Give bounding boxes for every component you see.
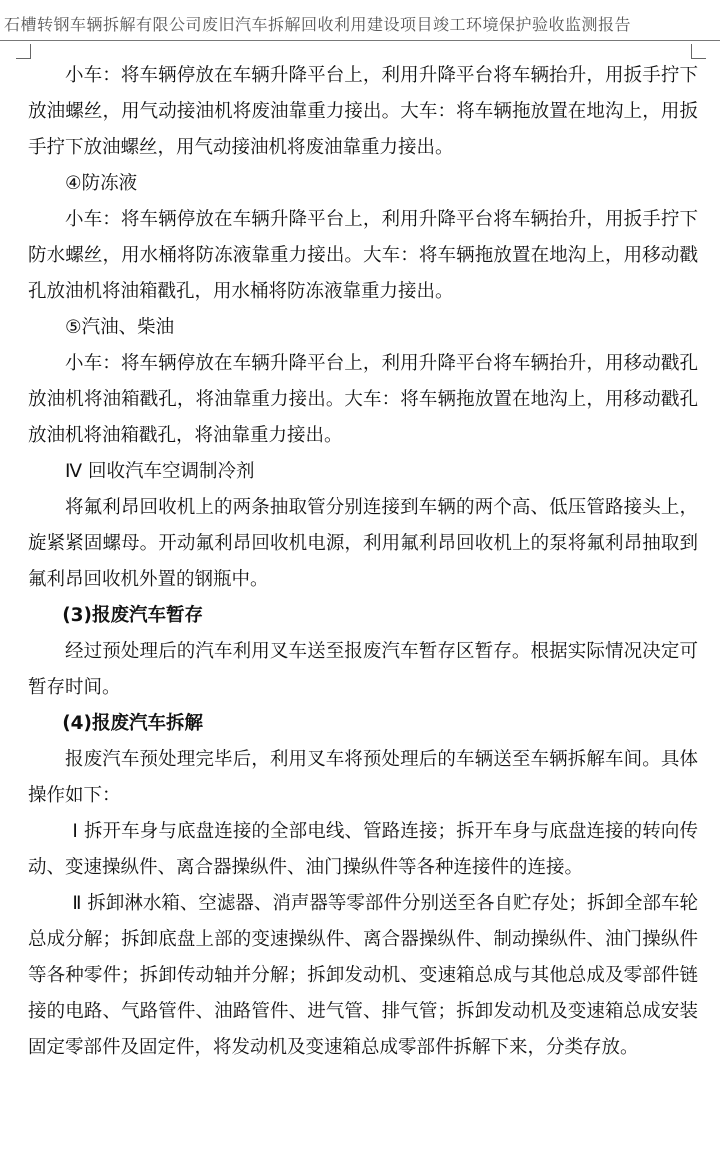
paragraph-antifreeze: 小车：将车辆停放在车辆升降平台上，利用升降平台将车辆抬升，用扳手拧下防水螺丝，用水桶将防冻液靠重力接出。大车：将车辆拖放置在地沟上，用移动戳孔放油机将油箱戳孔，用水桶将防冻液靠重力接出。 (28, 209, 698, 302)
paragraph-dismantling-step-1: Ⅰ 拆开车身与底盘连接的全部电线、管路连接；拆开车身与底盘连接的转向传动、变速操纵件、离合器操纵件、油门操纵件等各种连接件的连接。 (28, 821, 698, 878)
paragraph-dismantling-intro: 报废汽车预处理完毕后，利用叉车将预处理后的车辆送至车辆拆解车间。具体操作如下： (28, 749, 698, 806)
subheading-refrigerant: Ⅳ 回收汽车空调制冷剂 (65, 461, 255, 482)
paragraph-oil-drain: 小车：将车辆停放在车辆升降平台上，利用升降平台将车辆抬升，用扳手拧下放油螺丝，用气动接油机将废油靠重力接出。大车：将车辆拖放置在地沟上，用扳手拧下放油螺丝，用气动接油机将废油靠重力接出。 (28, 65, 698, 158)
paragraph-vehicle-storage: 经过预处理后的汽车利用叉车送至报废汽车暂存区暂存。根据实际情况决定可暂存时间。 (28, 641, 698, 698)
paragraph-refrigerant: 将氟利昂回收机上的两条抽取管分别连接到车辆的两个高、低压管路接头上，旋紧紧固螺母。开动氟利昂回收机电源，利用氟利昂回收机上的泵将氟利昂抽取到氟利昂回收机外置的钢瓶中。 (28, 497, 698, 590)
paragraph-fuel: 小车：将车辆停放在车辆升降平台上，利用升降平台将车辆抬升，用移动戳孔放油机将油箱戳孔，将油靠重力接出。大车：将车辆拖放置在地沟上，用移动戳孔放油机将油箱戳孔，将油靠重力接出。 (28, 353, 698, 446)
document-body (28, 58, 698, 1066)
subheading-fuel: ⑤汽油、柴油 (65, 317, 175, 338)
subheading-antifreeze: ④防冻液 (65, 173, 138, 194)
heading-vehicle-dismantling: (4)报废汽车拆解 (62, 713, 204, 734)
paragraph-dismantling-step-2: Ⅱ 拆卸淋水箱、空滤器、消声器等零部件分别送至各自贮存处；拆卸全部车轮总成分解；拆卸底盘上部的变速操纵件、离合器操纵件、制动操纵件、油门操纵件等各种零件；拆卸传动轴并分解；拆卸发动机、变速箱总成与其他总成及零部件链接的电路、气路管件、油路管件、进气管、排气管；拆卸发动机及变速箱总成安装固定零部件及固定件，将发动机及变速箱总成零部件拆解下来，分类存放。 (28, 893, 698, 1058)
heading-vehicle-storage: (3)报废汽车暂存 (62, 605, 204, 626)
report-header-title: 石槽转钢车辆拆解有限公司废旧汽车拆解回收利用建设项目竣工环境保护验收监测报告 (4, 15, 632, 34)
page-header (0, 0, 720, 41)
margin-corner-mark-right (691, 44, 706, 59)
margin-corner-mark-left (16, 44, 31, 59)
